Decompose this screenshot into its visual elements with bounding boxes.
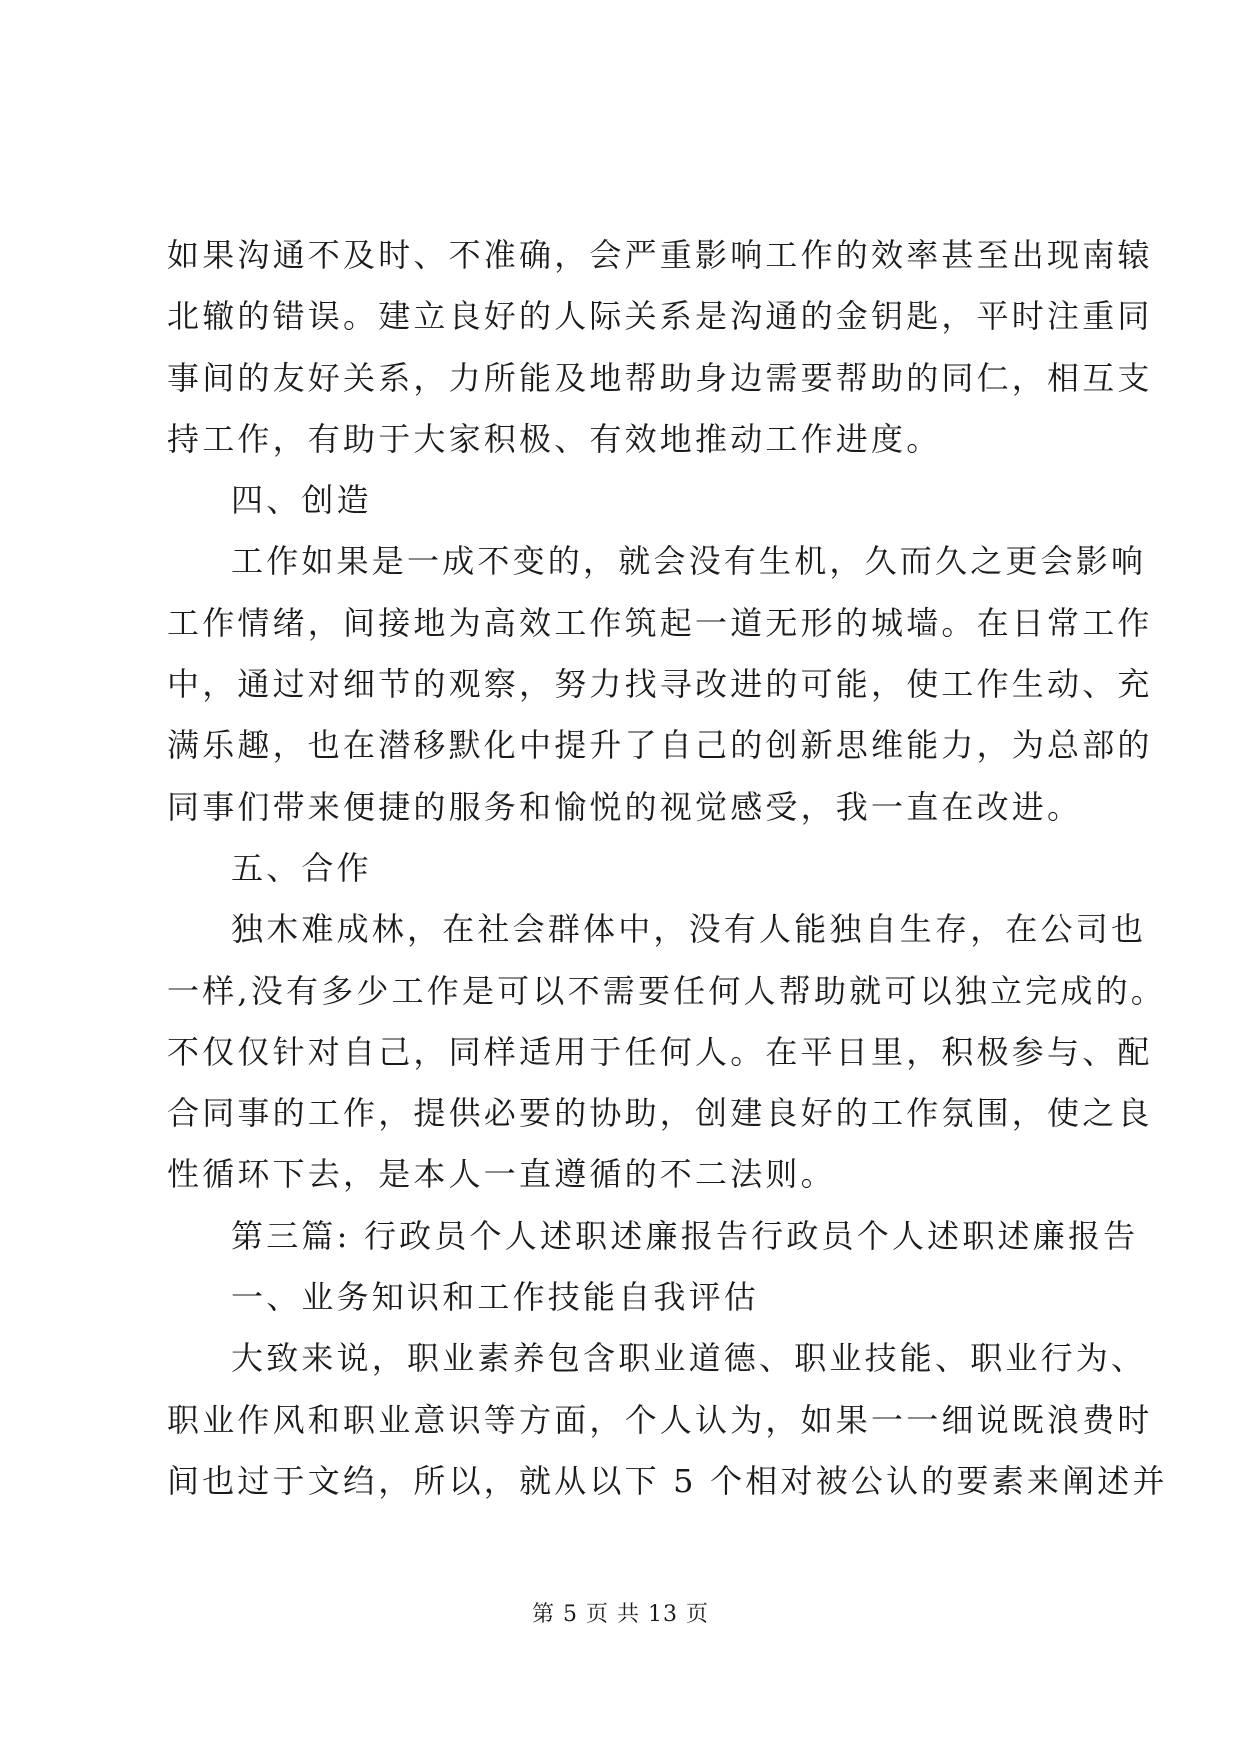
- text-line: 合同事的工作，提供必要的协助，创建良好的工作氛围，使之良: [167, 1094, 1153, 1133]
- text-line: 独木难成林，在社会群体中，没有人能独自生存，在公司也: [231, 910, 1147, 949]
- text-line: 性循环下去，是本人一直遵循的不二法则。: [167, 1155, 836, 1194]
- text-line: 大致来说，职业素养包含职业道德、职业技能、职业行为、: [231, 1339, 1147, 1378]
- section-heading: 五、合作: [231, 848, 372, 887]
- section-heading: 一、业务知识和工作技能自我评估: [231, 1278, 760, 1317]
- text-line: 北辙的错误。建立良好的人际关系是沟通的金钥匙，平时注重同: [167, 297, 1153, 336]
- chapter-title: 第三篇: 行政员个人述职述廉报告行政员个人述职述廉报告: [231, 1216, 1139, 1255]
- section-heading: 四、创造: [231, 481, 372, 520]
- text-line: 不仅仅针对自己，同样适用于任何人。在平日里，积极参与、配: [167, 1032, 1153, 1071]
- text-line: 如果沟通不及时、不准确，会严重影响工作的效率甚至出现南辕: [167, 236, 1153, 274]
- text-line: 满乐趣，也在潜移默化中提升了自己的创新思维能力，为总部的: [167, 726, 1153, 765]
- text-line: 职业作风和职业意识等方面，个人认为，如果一一细说既浪费时: [167, 1400, 1153, 1439]
- text-line: 间也过于文绉，所以，就从以下 5 个相对被公认的要素来阐述并: [167, 1461, 1168, 1500]
- text-line: 事间的友好关系，力所能及地帮助身边需要帮助的同仁，相互支: [167, 358, 1153, 397]
- text-line: 一样,没有多少工作是可以不需要任何人帮助就可以独立完成的。: [167, 971, 1166, 1010]
- document-body: [167, 225, 1168, 1512]
- text-line: 同事们带来便捷的服务和愉悦的视觉感受，我一直在改进。: [167, 787, 1083, 826]
- page-footer: 第 5 页 共 13 页: [532, 1602, 709, 1627]
- text-line: 中，通过对细节的观察，努力找寻改进的可能，使工作生动、充: [167, 665, 1153, 704]
- text-line: 工作如果是一成不变的，就会没有生机，久而久之更会影响: [231, 542, 1147, 581]
- text-line: 工作情绪，间接地为高效工作筑起一道无形的城墙。在日常工作: [167, 603, 1153, 642]
- text-line: 持工作，有助于大家积极、有效地推动工作进度。: [167, 419, 942, 458]
